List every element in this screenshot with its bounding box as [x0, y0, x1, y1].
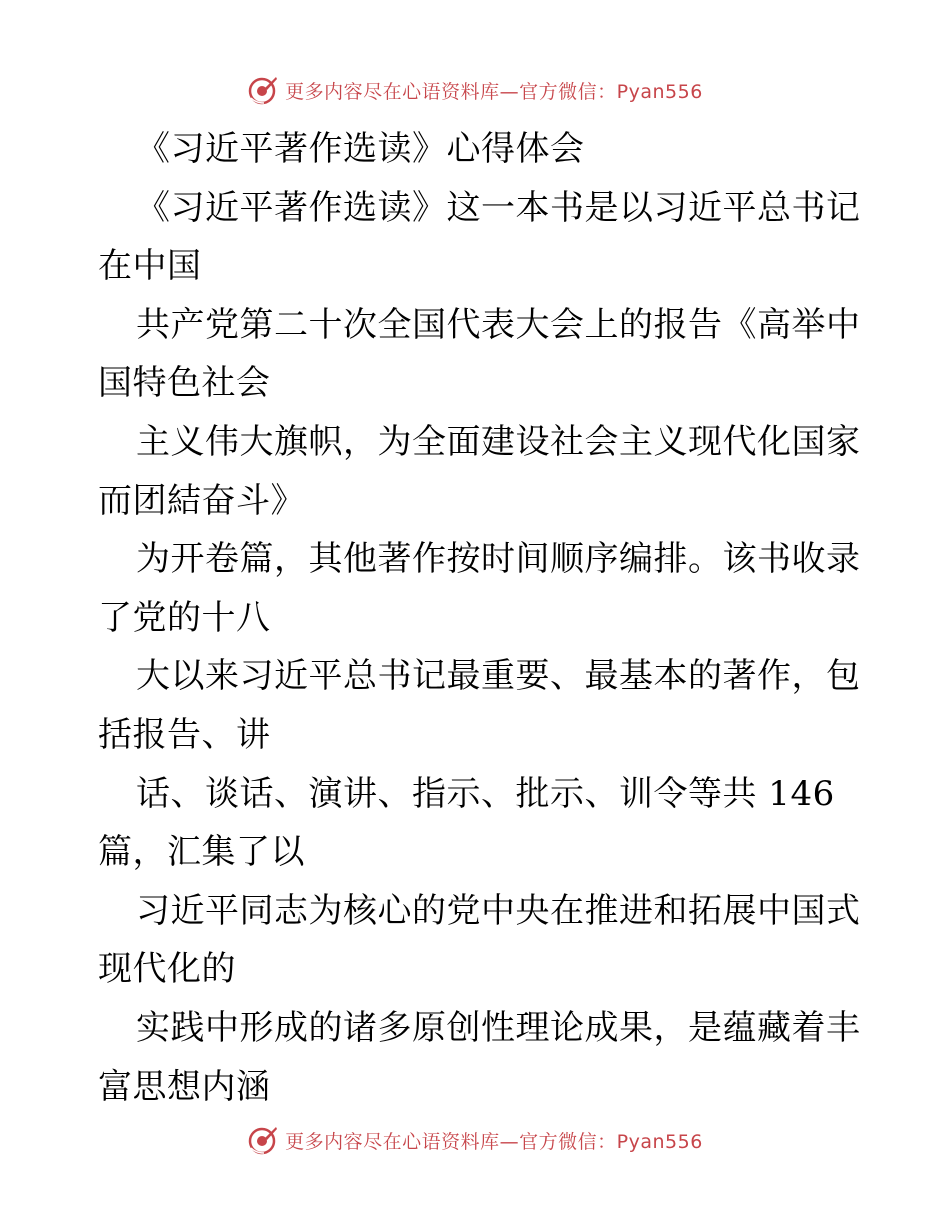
text-line: 习近平同志为核心的党中央在推进和拓展中国式 [136, 890, 861, 931]
footer-banner-text: 更多内容尽在心语资料库—官方微信：Pyan556 [285, 1130, 703, 1153]
text-line: 括报告、讲 [98, 714, 271, 755]
text-line: 而团結奋斗》 [98, 480, 305, 521]
text-line: 共产党第二十次全国代表大会上的报告《高举中 [136, 304, 861, 345]
text-line: 现代化的 [98, 949, 236, 990]
text-line: 国特色社会 [98, 363, 271, 404]
text-line: 大以来习近平总书记最重要、最基本的著作，包 [136, 656, 861, 697]
text-line: 话、谈话、演讲、指示、批示、训令等共 146 [136, 773, 835, 814]
text-line: 为开卷篇，其他著作按时间顺序编排。该书收录 [136, 539, 861, 580]
document-body [98, 120, 861, 1116]
text-line: 《习近平著作选读》这一本书是以习近平总书记 [136, 187, 861, 228]
quill-pen-logo-icon [247, 74, 279, 106]
text-line: 在中国 [98, 246, 202, 287]
text-line: 篇，汇集了以 [98, 832, 305, 873]
header-banner-text: 更多内容尽在心语资料库—官方微信：Pyan556 [285, 80, 703, 103]
footer-banner [0, 1120, 950, 1160]
text-line: 实践中形成的诸多原创性理论成果，是蕴藏着丰 [136, 1007, 861, 1048]
text-line: 主义伟大旗帜，为全面建设社会主义现代化国家 [136, 421, 861, 462]
quill-pen-logo-icon [247, 1124, 279, 1156]
text-line: 了党的十八 [98, 597, 271, 638]
text-line: 富思想内涵 [98, 1066, 271, 1107]
document-title: 《习近平著作选读》心得体会 [136, 129, 585, 169]
header-banner [0, 70, 950, 110]
